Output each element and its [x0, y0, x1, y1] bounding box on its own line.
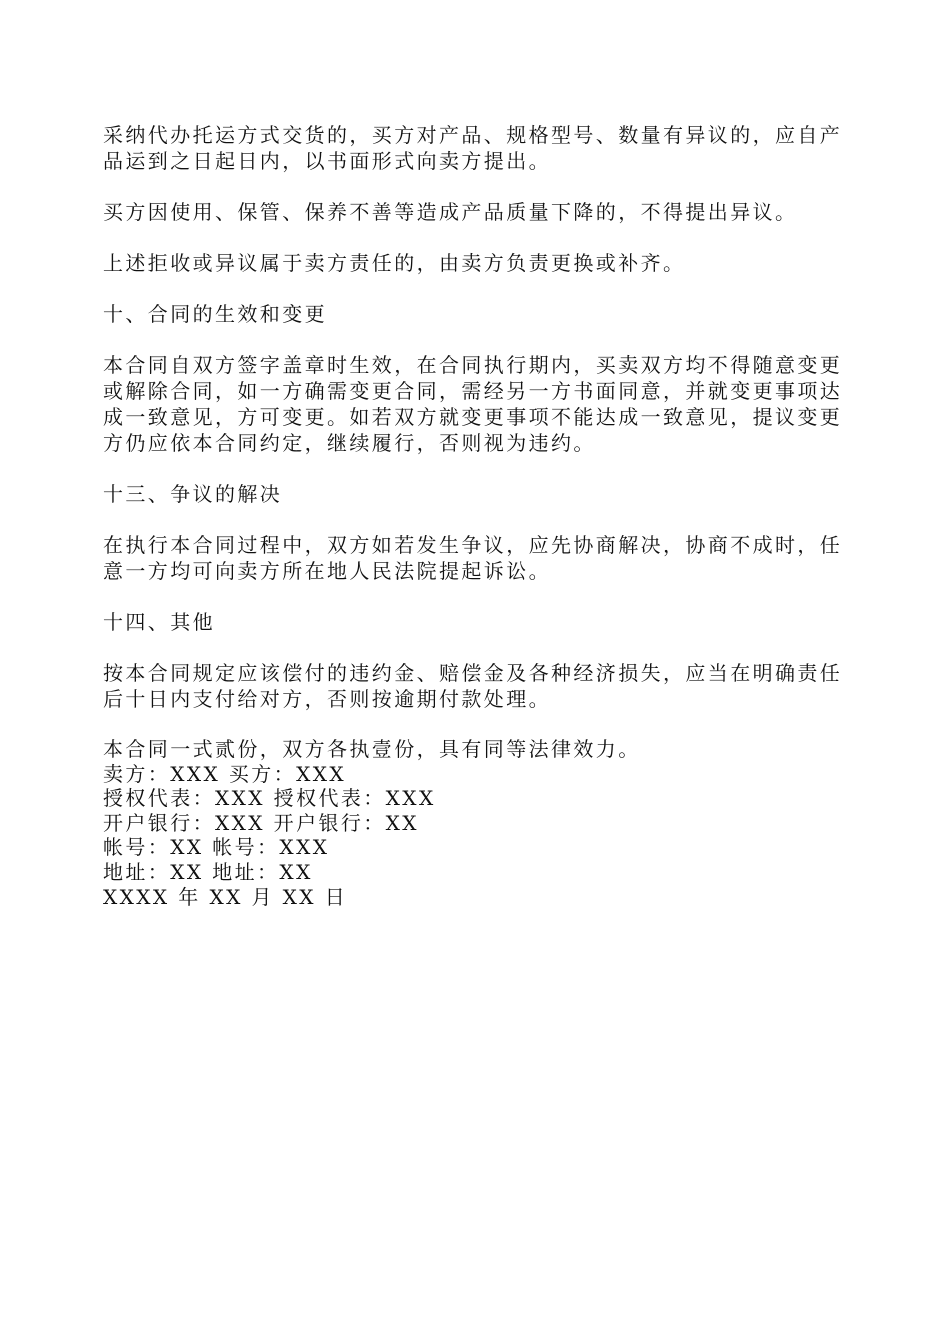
- address-line: 地址：XX 地址：XX: [103, 859, 313, 884]
- section-heading-dispute-resolution: 十三、争议的解决: [103, 482, 283, 506]
- signature-block: [103, 737, 863, 909]
- authorized-representative-line: 授权代表：XXX 授权代表：XXX: [103, 786, 436, 811]
- section-heading-effect-and-change: 十、合同的生效和变更: [103, 302, 327, 326]
- paragraph-delivery-objection: 采纳代办托运方式交货的，买方对产品、规格型号、数量有异议的，应自产品运到之日起日内，以书面形式向卖方提出。: [103, 123, 843, 173]
- copies-statement: 本合同一式贰份，双方各执壹份，具有同等法律效力。: [103, 737, 641, 761]
- section-heading-other: 十四、其他: [103, 610, 215, 634]
- paragraph-compensation: 按本合同规定应该偿付的违约金、赔偿金及各种经济损失，应当在明确责任后十日内支付给对方，否则按逾期付款处理。: [103, 661, 843, 711]
- paragraph-dispute-resolution: 在执行本合同过程中，双方如若发生争议，应先协商解决，协商不成时，任意一方均可向卖方所在地人民法院提起诉讼。: [103, 533, 843, 583]
- document-body: [103, 122, 863, 909]
- date-line: XXXX 年 XX 月 XX 日: [103, 884, 348, 909]
- paragraph-quality-decline: 买方因使用、保管、保养不善等造成产品质量下降的，不得提出异议。: [103, 200, 798, 224]
- seller-buyer-line: 卖方：XXX 买方：XXX: [103, 761, 346, 786]
- paragraph-seller-responsibility: 上述拒收或异议属于卖方责任的，由卖方负责更换或补齐。: [103, 251, 686, 275]
- account-line: 帐号：XX 帐号：XXX: [103, 835, 330, 860]
- paragraph-effect-and-change: 本合同自双方签字盖章时生效，在合同执行期内，买卖双方均不得随意变更或解除合同，如一方确需变更合同，需经另一方书面同意，并就变更事项达成一致意见，方可变更。如若双方就变更事项不能达成一致意见，提议变更方仍应依本合同约定，继续履行，否则视为违约。: [103, 353, 843, 455]
- bank-line: 开户银行：XXX 开户银行：XX: [103, 810, 419, 835]
